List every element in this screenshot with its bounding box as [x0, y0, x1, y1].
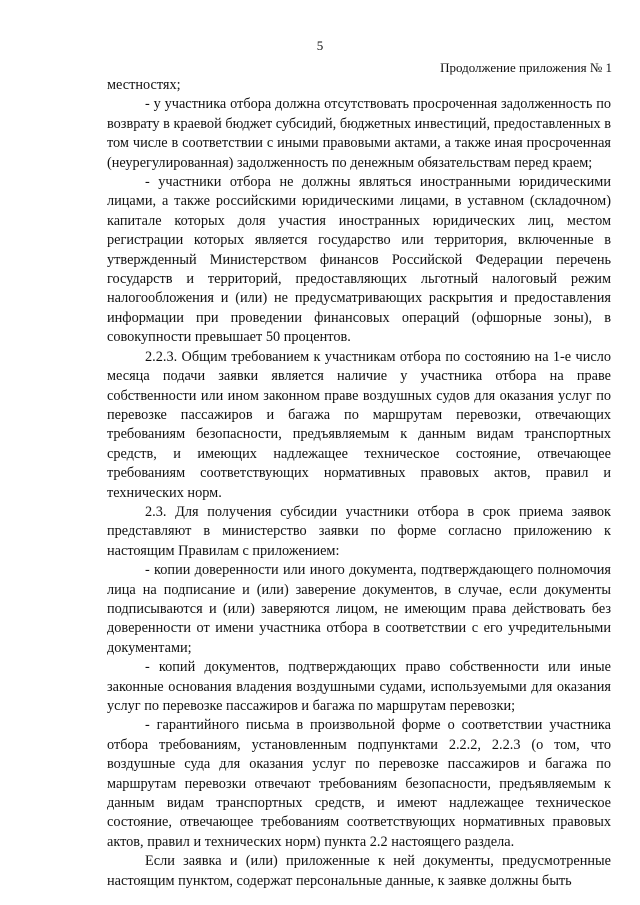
paragraph-guarantee-letter: - гарантийного письма в произвольной форме о соответствии участника отбора требованиям, установленным подпунктами 2.2.2, 2.2.3 (о том, что воздушные суда для оказания услуг по перевозке пассажиров и багажа по маршрутам перевозки отвечают требованиям безопасности, предъявляемым к данным видам транспортных средств, и имеют надлежащее техническое состояние, отвечающее требованиям соответствующих нормативных правовых актов, правил и технических норм) пункта 2.2 настоящего раздела.: [107, 717, 611, 850]
paragraph-debt-requirement: - у участника отбора должна отсутствовать просроченная задолженность по возврату в краевой бюджет субсидий, бюджетных инвестиций, предоставленных в том числе в соответствии с иными правовыми актами, а также иная просроченная (неурегулированная) задолженность по денежным обязательствам перед краем;: [107, 96, 611, 171]
body-text: [107, 76, 611, 891]
continuation-label: Продолжение приложения № 1: [440, 60, 612, 75]
page-number: 5: [316, 38, 324, 53]
paragraph-2-3: 2.3. Для получения субсидии участники отбора в срок приема заявок представляют в министерство заявки по форме согласно приложению к настоящим Правилам с приложением:: [107, 503, 611, 559]
paragraph-2-2-3: 2.2.3. Общим требованием к участникам отбора по состоянию на 1-е число месяца подачи заявки является наличие у участника отбора на праве собственности или ином законном праве воздушных судов для оказания услуг по перевозке пассажиров и багажа по маршрутам перевозки, отвечающих требованиям безопасности, предъявляемым к данным видам транспортных средств, и имеющих надлежащее техническое состояние, отвечающее требованиям соответствующих нормативных правовых актов, правил и технических норм.: [107, 348, 611, 501]
paragraph-personal-data: Если заявка и (или) приложенные к ней документы, предусмотренные настоящим пунктом, содержат персональные данные, к заявке должны быть: [107, 853, 611, 889]
paragraph-power-of-attorney: - копии доверенности или иного документа, подтверждающего полномочия лица на подписание и (или) заверение документов, в случае, если документы подписываются и (или) заверяются лицом, не имеющим права действовать без доверенности от имени участника отбора в соответствии с его учредительными документами;: [107, 562, 611, 656]
paragraph-ownership-docs: - копий документов, подтверждающих право собственности или иные законные основания владения воздушными судами, используемыми для оказания услуг по перевозке пассажиров и багажа по маршрутам перевозки;: [107, 659, 611, 714]
paragraph-intro: местностях;: [107, 77, 181, 93]
paragraph-foreign-entities: - участники отбора не должны являться иностранными юридическими лицами, а также российскими юридическими лицами, в уставном (складочном) капитале которых доля участия иностранных юридических лиц, местом регистрации которых является государство или территория, включенные в утвержденный Министерством финансов Российской Федерации перечень государств и территорий, предоставляющих льготный налоговый режим налогообложения и (или) не предусматривающих раскрытия и предоставления информации при проведении финансовых операций (офшорные зоны), в совокупности превышает 50 процентов.: [107, 174, 611, 346]
